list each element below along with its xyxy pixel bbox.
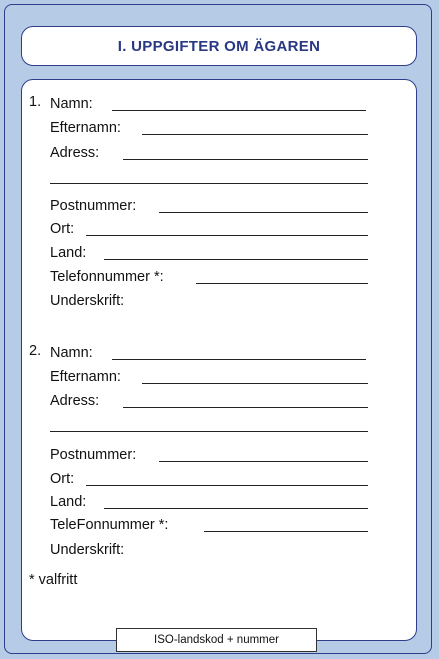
- owner-2-country-field[interactable]: [50, 492, 370, 510]
- postal-code-label: Postnummer:: [50, 447, 137, 463]
- owner-2-name-field[interactable]: [50, 343, 370, 361]
- section-header: [21, 26, 417, 66]
- city-label: Ort:: [50, 221, 75, 237]
- city-line[interactable]: [86, 485, 368, 486]
- owner-2-phone-field[interactable]: [50, 515, 370, 533]
- postal-code-line[interactable]: [159, 461, 368, 462]
- address-label: Adress:: [50, 145, 100, 161]
- owner-2-postal-code-field[interactable]: [50, 445, 370, 463]
- owner-1-country-field[interactable]: [50, 243, 370, 261]
- country-line[interactable]: [104, 508, 368, 509]
- optional-footnote: * valfritt: [29, 572, 78, 588]
- phone-label: TeleFonnummer *:: [50, 517, 169, 533]
- iso-code-note: [116, 628, 317, 652]
- address-line-2[interactable]: [50, 431, 368, 432]
- address-line[interactable]: [123, 159, 368, 160]
- name-line[interactable]: [112, 110, 366, 111]
- postal-code-line[interactable]: [159, 212, 368, 213]
- surname-label: Efternamn:: [50, 369, 121, 385]
- phone-line[interactable]: [196, 283, 368, 284]
- name-label: Namn:: [50, 96, 93, 112]
- surname-line[interactable]: [142, 134, 368, 135]
- owner-1-address-line-2[interactable]: [50, 167, 370, 185]
- city-label: Ort:: [50, 471, 75, 487]
- phone-line[interactable]: [204, 531, 368, 532]
- owner-2-address-line-2[interactable]: [50, 415, 370, 433]
- owner-1-number: 1.: [29, 94, 42, 110]
- section-title: I. UPPGIFTER OM ÄGAREN: [117, 37, 321, 55]
- signature-label: Underskrift:: [50, 542, 125, 558]
- address-line-2[interactable]: [50, 183, 368, 184]
- iso-code-note-text: ISO-landskod + nummer: [154, 634, 279, 646]
- country-line[interactable]: [104, 259, 368, 260]
- phone-label: Telefonnummer *:: [50, 269, 164, 285]
- owner-1-signature-field[interactable]: [50, 291, 370, 309]
- city-line[interactable]: [86, 235, 368, 236]
- signature-label: Underskrift:: [50, 293, 125, 309]
- owner-2-number: 2.: [29, 343, 42, 359]
- owner-2-signature-field[interactable]: [50, 540, 370, 558]
- owner-1-city-field[interactable]: [50, 219, 370, 237]
- name-line[interactable]: [112, 359, 366, 360]
- owner-1-surname-field[interactable]: [50, 118, 370, 136]
- country-label: Land:: [50, 245, 87, 261]
- country-label: Land:: [50, 494, 87, 510]
- owner-1-address-field[interactable]: [50, 143, 370, 161]
- owner-1-phone-field[interactable]: [50, 267, 370, 285]
- owner-2-surname-field[interactable]: [50, 367, 370, 385]
- owner-2-address-field[interactable]: [50, 391, 370, 409]
- surname-line[interactable]: [142, 383, 368, 384]
- postal-code-label: Postnummer:: [50, 198, 137, 214]
- surname-label: Efternamn:: [50, 120, 121, 136]
- owner-1-postal-code-field[interactable]: [50, 196, 370, 214]
- owner-1-name-field[interactable]: [50, 94, 370, 112]
- address-label: Adress:: [50, 393, 100, 409]
- address-line[interactable]: [123, 407, 368, 408]
- name-label: Namn:: [50, 345, 93, 361]
- owner-2-city-field[interactable]: [50, 469, 370, 487]
